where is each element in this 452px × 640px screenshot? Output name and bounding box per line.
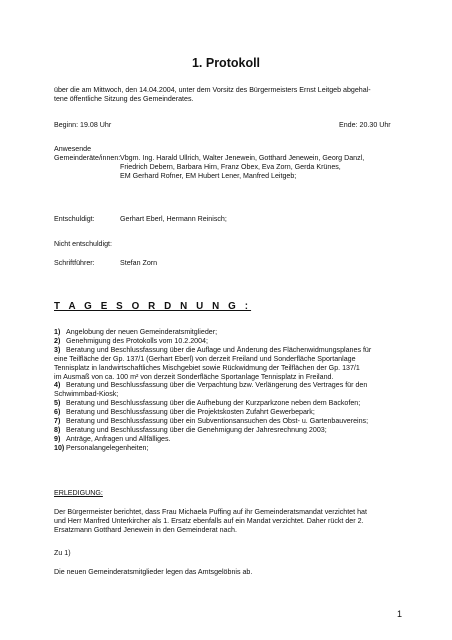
excused-label: Entschuldigt:	[54, 215, 95, 223]
agenda-item-text: Beratung und Beschlussfassung über die Projektskosten Zufahrt Gewerbepark;	[66, 408, 315, 417]
agenda-item-text: Anträge, Anfragen und Allfälliges.	[66, 434, 171, 443]
attendees-label-line: Gemeinderäte/innen:	[54, 153, 121, 162]
page-title: 1. Protokoll	[191, 56, 261, 70]
report-line: Ersatzmann Gotthard Jenewein in den Gemeinderat nach.	[54, 525, 237, 534]
excused-names: Gerhart Eberl, Hermann Reinisch;	[120, 215, 227, 223]
agenda-item-number: 7)	[54, 417, 61, 426]
item-reference: Zu 1)	[54, 549, 71, 557]
attendees-line: Vbgm. Ing. Harald Ullrich, Walter Jenewein, Gotthard Jenewein, Georg Danzl,	[120, 154, 365, 162]
agenda-item-text: eine Teilfläche der Gp. 137/1 (Gerhart Eberl) von derzeit Freiland und Sonderfläche Sportanlage	[54, 354, 356, 363]
agenda-item-number: 8)	[54, 425, 61, 434]
agenda-item-number: 9)	[54, 434, 61, 443]
intro-line: tene öffentliche Sitzung des Gemeinderates.	[54, 94, 194, 103]
agenda-item-text: Beratung und Beschlussfassung über die Aufhebung der Kurzparkzone neben dem Backofen;	[66, 399, 361, 408]
page-number-text: 1	[397, 609, 403, 619]
agenda-item	[54, 346, 400, 382]
agenda-item-number: 1)	[54, 328, 61, 336]
report-line: Der Bürgermeister berichtet, dass Frau Michaela Puffing auf ihr Gemeinderatsmandat verzichtet hat	[54, 508, 367, 516]
agenda-item-text: Personalangelegenheiten;	[66, 443, 149, 452]
attendees-label-line: Anwesende	[54, 145, 92, 153]
agenda-item-text: Tennisplatz in landwirtschaftliches Mischgebiet sowie Rückwidmung der Teilflächen der Gp. 137/1	[54, 363, 360, 372]
agenda-item	[54, 444, 400, 453]
agenda-item-number: 2)	[54, 336, 61, 345]
agenda-item-number: 5)	[54, 399, 61, 408]
erledigung-heading: ERLEDIGUNG:	[54, 489, 103, 497]
attendees-line: EM Gerhard Rofner, EM Hubert Lener, Manfred Leitgeb;	[120, 171, 297, 180]
intro-line: über die am Mittwoch, den 14.04.2004, unter dem Vorsitz des Bürgermeisters Ernst Leitgeb abgehal-	[54, 86, 371, 94]
start-time: Beginn: 19.08 Uhr	[54, 121, 112, 129]
agenda-item-number: 3)	[54, 345, 61, 354]
unexcused-label: Nicht entschuldigt:	[54, 240, 112, 248]
attendees-line: Friedrich Debern, Barbara Hirn, Franz Obex, Eva Zorn, Gerda Krünes,	[120, 162, 341, 171]
agenda-item	[54, 337, 400, 346]
agenda-item-number: 10)	[54, 443, 65, 452]
agenda-item	[54, 328, 400, 337]
agenda-item	[54, 417, 400, 426]
attendees-list	[120, 154, 364, 181]
agenda-item-text: Beratung und Beschlussfassung über die Auflage und Änderung des Flächenwidmungsplanes für	[66, 345, 372, 354]
agenda-item	[54, 399, 400, 408]
report-paragraph	[54, 508, 400, 535]
agenda-item	[54, 408, 400, 417]
agenda-item	[54, 435, 400, 444]
agenda-item-text: Schwimmbad-Kiosk;	[54, 390, 119, 399]
agenda-item-text: Beratung und Beschlussfassung über ein Subventionsansuchen des Obst- u. Gartenbauvereins;	[66, 417, 369, 426]
agenda-heading: T A G E S O R D N U N G :	[54, 301, 252, 312]
intro-text	[54, 86, 371, 104]
agenda-item-text: Angelobung der neuen Gemeinderatsmitglieder;	[66, 328, 218, 336]
end-time: Ende: 20.30 Uhr	[339, 121, 391, 129]
agenda-list	[54, 328, 400, 453]
agenda-item-text: Genehmigung des Protokolls vom 10.2.2004;	[66, 336, 208, 345]
report-line: und Herr Manfred Unterkircher als 1. Ersatz ebenfalls auf ein Mandat verzichtet. Daher rückt der 2.	[54, 516, 364, 525]
recorder-label: Schriftführer:	[54, 259, 95, 267]
agenda-item-text: Beratung und Beschlussfassung über die Verpachtung bzw. Verlängerung des Vertrages für den	[66, 381, 368, 390]
recorder-name: Stefan Zorn	[120, 259, 158, 267]
attendees-label	[54, 145, 120, 163]
agenda-item	[54, 381, 400, 399]
agenda-item-text: Beratung und Beschlussfassung über die Genehmigung der Jahresrechnung 2003;	[66, 425, 327, 434]
agenda-item-number: 4)	[54, 381, 61, 390]
oath-statement: Die neuen Gemeinderatsmitglieder legen das Amtsgelöbnis ab.	[54, 568, 253, 576]
agenda-item-number: 6)	[54, 408, 61, 417]
agenda-item-text: im Ausmaß von ca. 100 m² von derzeit Sonderfläche Sportanlage Tennisplatz in Freiland.	[54, 372, 334, 381]
agenda-item	[54, 426, 400, 435]
